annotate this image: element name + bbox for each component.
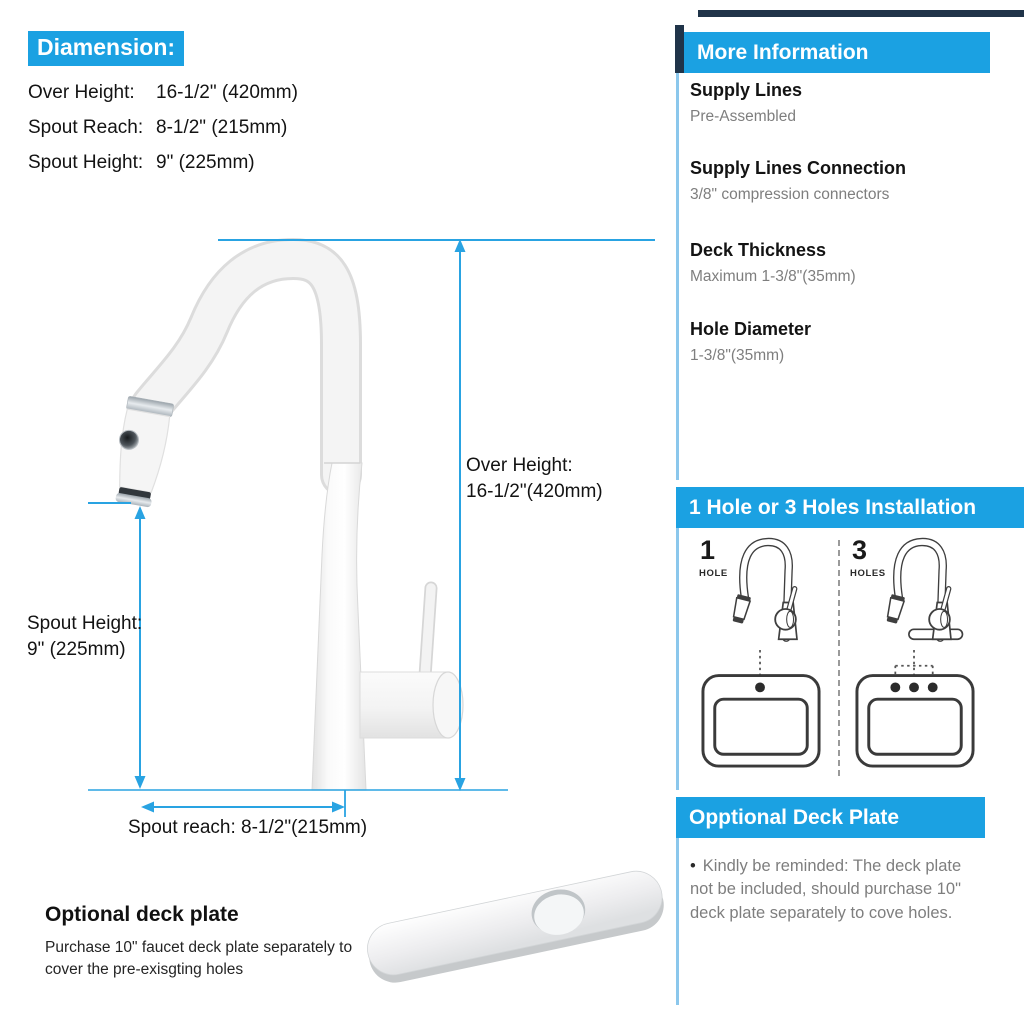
dimension-value: 16-1/2" (420mm) bbox=[156, 82, 298, 103]
one-hole-faucet-drawing bbox=[722, 532, 810, 647]
dimension-label: Spout Height: bbox=[28, 152, 144, 173]
info-value: 1-3/8"(35mm) bbox=[690, 347, 785, 364]
dimension-row-over-height bbox=[28, 82, 298, 104]
deck-plate-note-line2: cover the pre-exisgting holes bbox=[45, 961, 244, 979]
installation-header: 1 Hole or 3 Holes Installation bbox=[676, 487, 1024, 528]
section-left-border bbox=[676, 838, 679, 1005]
info-value: Maximum 1-3/8"(35mm) bbox=[690, 268, 856, 285]
arrow-right bbox=[332, 802, 345, 813]
arrow-up bbox=[135, 506, 146, 519]
bullet-icon: • bbox=[690, 857, 696, 875]
dimension-title: Diamension: bbox=[28, 31, 184, 66]
dimension-value: 8-1/2" (215mm) bbox=[156, 117, 288, 138]
top-navy-bar bbox=[698, 10, 1024, 17]
deck-plate-note-desc bbox=[45, 937, 352, 982]
more-information-header: More Information bbox=[684, 32, 990, 73]
over-height-callout-line2: 16-1/2"(420mm) bbox=[466, 481, 603, 502]
one-hole-caption: HOLE bbox=[699, 568, 728, 579]
info-item-supply-lines bbox=[690, 80, 802, 126]
deck-plate-reminder bbox=[690, 855, 986, 925]
over-height-callout-line1: Over Height: bbox=[466, 455, 573, 476]
deck-plate-note-title: Optional deck plate bbox=[45, 903, 239, 926]
over-height-callout bbox=[466, 453, 603, 505]
three-hole-number: 3 bbox=[852, 535, 868, 565]
three-hole-faucet-drawing bbox=[876, 532, 964, 647]
faucet-neck bbox=[151, 259, 341, 475]
deck-plate-top bbox=[363, 866, 667, 979]
handle-cylinder-cap bbox=[433, 672, 463, 738]
dimension-row-spout-reach bbox=[28, 117, 287, 139]
info-item-hole-diameter bbox=[690, 319, 811, 365]
arrow-down bbox=[135, 776, 146, 789]
info-label: Hole Diameter bbox=[690, 319, 812, 339]
optional-deck-plate-header: Opptional Deck Plate bbox=[676, 797, 985, 838]
spout-reach-callout: Spout reach: 8-1/2"(215mm) bbox=[128, 817, 368, 838]
spray-head-body bbox=[113, 409, 170, 494]
spout-height-callout bbox=[27, 611, 142, 663]
section-left-border bbox=[676, 528, 679, 790]
info-value: Pre-Assembled bbox=[690, 108, 796, 125]
one-hole-number: 1 bbox=[700, 535, 716, 565]
dimension-row-spout-height bbox=[28, 152, 255, 174]
dimension-label: Over Height: bbox=[28, 82, 135, 103]
deck-plate bbox=[363, 866, 669, 987]
spout-height-callout-line1: Spout Height: bbox=[27, 613, 143, 634]
dimension-label: Spout Reach: bbox=[28, 117, 144, 138]
faucet-diagram bbox=[0, 225, 670, 845]
faucet-illustration bbox=[109, 259, 463, 790]
section-left-border bbox=[676, 73, 679, 480]
info-label: Supply Lines bbox=[690, 80, 803, 100]
header-navy-accent bbox=[675, 25, 684, 73]
arrow-down bbox=[455, 778, 466, 791]
dimension-value: 9" (225mm) bbox=[156, 152, 255, 173]
deck-plate-reminder-text: Kindly be reminded: The deck plate not be included, should purchase 10" deck plate separately to cove holes. bbox=[690, 857, 962, 922]
info-value: 3/8" compression connectors bbox=[690, 186, 890, 203]
deck-plate-image bbox=[350, 852, 680, 1002]
info-label: Deck Thickness bbox=[690, 240, 827, 260]
install-divider bbox=[838, 540, 840, 776]
spout-height-callout-line2: 9" (225mm) bbox=[27, 639, 126, 660]
three-hole-sink-drawing bbox=[854, 646, 976, 774]
deck-plate-note-line1: Purchase 10" faucet deck plate separately to bbox=[45, 939, 353, 956]
arrow-left bbox=[141, 802, 154, 813]
three-hole-caption: HOLES bbox=[850, 568, 886, 579]
info-item-deck-thickness bbox=[690, 240, 856, 286]
spray-head bbox=[109, 396, 174, 509]
info-item-supply-lines-connection bbox=[690, 158, 906, 204]
faucet-body bbox=[312, 463, 366, 790]
one-hole-sink-drawing bbox=[700, 646, 822, 774]
info-label: Supply Lines Connection bbox=[690, 158, 907, 178]
